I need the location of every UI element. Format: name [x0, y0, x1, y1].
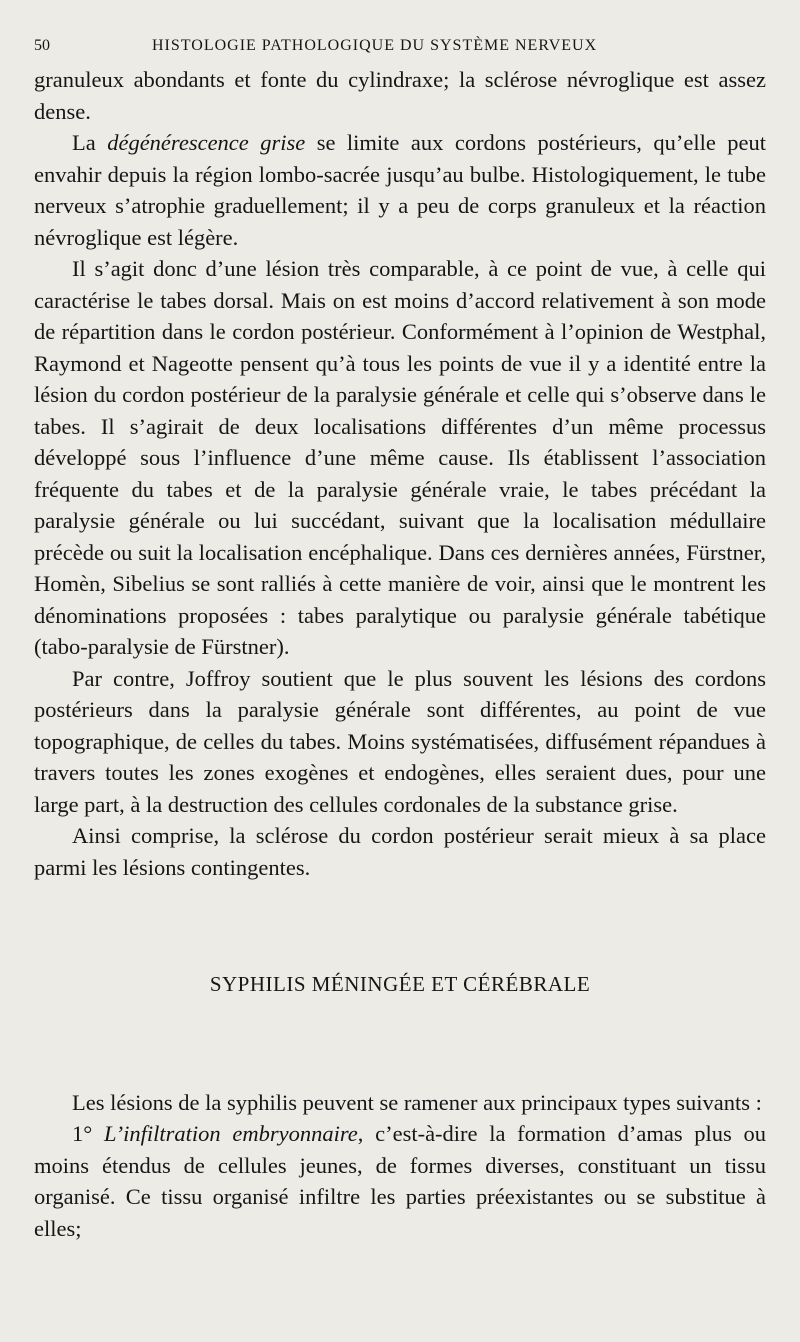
page-number: 50	[34, 37, 50, 54]
section-intro: Les lésions de la syphilis peuvent se ramener aux principaux types suivants :	[72, 1089, 762, 1115]
paragraph-continued: granuleux abondants et fonte du cylindraxe; la sclérose névroglique est assez dense.	[34, 67, 766, 124]
paragraph-text: se limite aux cordons postérieurs, qu’elle peut envahir depuis la région lombo-sacrée jusqu’au bulbe. Histologiquement, le tube nerveux s’atrophie graduellement; il y a peu de corps granuleux et la réaction névroglique est légère.	[34, 130, 767, 250]
paragraph-text: La	[72, 130, 108, 155]
section-heading: SYPHILIS MÉNINGÉE ET CÉRÉBRALE	[209, 972, 591, 996]
list-number: 1°	[72, 1121, 93, 1146]
list-item-1	[34, 1118, 766, 1244]
running-title: HISTOLOGIE PATHOLOGIQUE DU SYSTÈME NERVEUX	[152, 37, 598, 54]
paragraph-conclusion: Ainsi comprise, la sclérose du cordon postérieur serait mieux à sa place parmi les lésions contingentes.	[34, 823, 766, 880]
running-header	[34, 30, 766, 58]
italic-term: dégénérescence grise	[107, 130, 306, 155]
body-text	[34, 64, 766, 1244]
italic-term: L’infiltration embryonnaire	[103, 1121, 358, 1146]
paragraph-comparison: Il s’agit donc d’une lésion très comparable, à ce point de vue, à celle qui caractérise le tabes dorsal. Mais on est moins d’accord relativement à son mode de répartition dans le cordon postérieur. Conformément à l’opinion de Westphal, Raymond et Nageotte pensent qu’à tous les points de vue il y a identité entre la lésion du cordon postérieur de la paralysie générale et celle qui s’observe dans le tabes. Il s’agirait de deux localisations différentes d’un même processus développé sous l’influence d’une même cause. Ils établissent l’association fréquente du tabes et de la paralysie générale vraie, le tabes précédant la paralysie générale ou lui succédant, suivant que la localisation médullaire précède ou suit la localisation encéphalique. Dans ces dernières années, Fürstner, Homèn, Sibelius se sont ralliés à cette manière de voir, ainsi que le montrent les dénominations proposées : tabes paralytique ou paralysie générale tabétique (tabo-paralysie de Fürstner).	[34, 256, 766, 659]
paragraph-joffroy: Par contre, Joffroy soutient que le plus souvent les lésions des cordons postérieurs dans la paralysie générale sont différentes, au point de vue topographique, de celles du tabes. Moins systématisées, diffusément répandues à travers toutes les zones exogènes et endogènes, elles seraient dues, pour une large part, à la destruction des cellules cordonales de la substance grise.	[34, 665, 766, 817]
list-item-text: , c’est-à-dire la formation d’amas plus ou moins étendus de cellules jeunes, de formes diverses, constituant un tissu organisé. Ce tissu organisé infiltre les parties préexistantes ou se substitue à elles;	[34, 1121, 767, 1241]
paragraph-grey-degeneration	[34, 127, 766, 253]
